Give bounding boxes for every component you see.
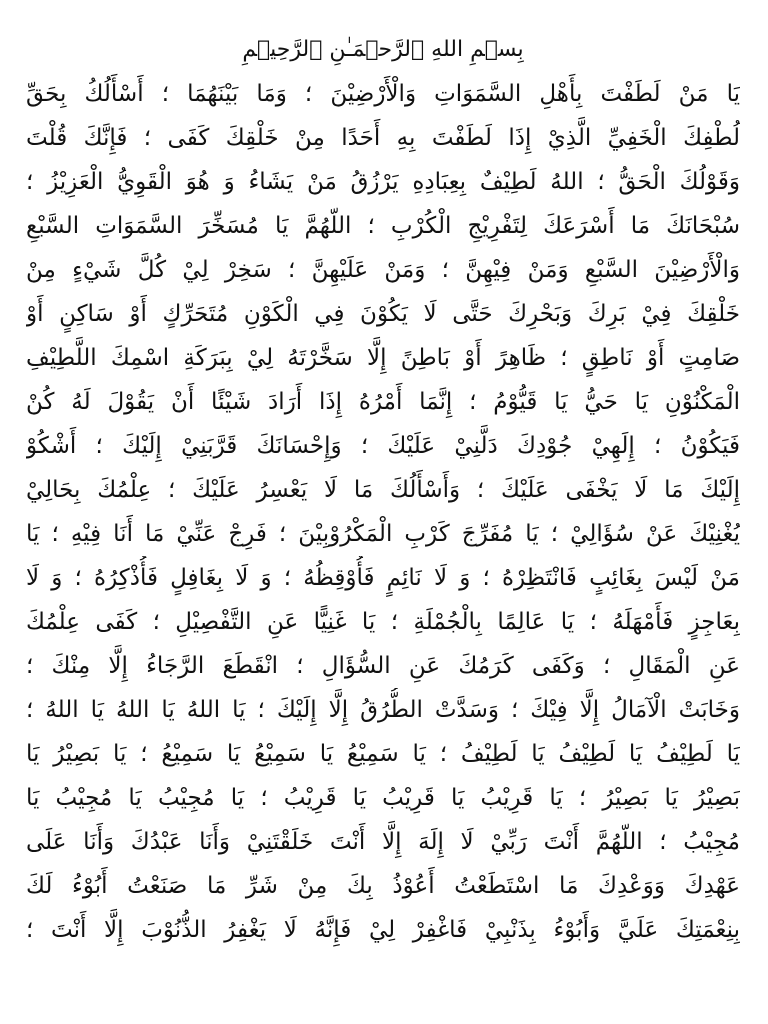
text-line: وَالْأَرْضِيْنَ السَّبْعِ وَمَنْ فِيْهِنَّ ؛ وَمَنْ عَلَيْهِنَّ ؛ سَخِرْ لِيْ كُلَّ شَيْءٍ مِنْ <box>26 257 740 283</box>
text-line: عَنِ الْمَقَالِ ؛ وَكَفَى كَرَمُكَ عَنِ السُّؤَالِ ؛ انْقَطَعَ الرَّجَاءُ إِلَّا مِنْكَ ؛ <box>26 653 740 679</box>
text-line: يُغْنِيْكَ عَنْ سُؤَالِيْ ؛ يَا مُفَرِّجَ كَرْبِ الْمَكْرُوْبِيْنَ ؛ فَرِجْ عَنِّيْ مَا أَنَا فِيْهِ ؛ يَا <box>26 521 740 547</box>
text-line: بِعَاجِزٍ فَأَمْهَلَهُ ؛ يَا عَالِمًا بِالْجُمْلَةِ ؛ يَا غَنِيًّا عَنِ التَّفْصِيْلِ ؛ كَفَى عِلْمُكَ <box>26 609 740 635</box>
text-line: فَيَكُوْنُ ؛ إِلَهِيْ جُوْدِكَ دَلَّنِيْ عَلَيْكَ ؛ وَإِحْسَانَكَ قَرَّبَنِيْ إِلَيْكَ ؛ أَشْكُوْ <box>26 433 740 459</box>
text-line: بِنِعْمَتِكَ عَلَيَّ وَأَبُوْءُ بِذَنْبِيْ فَاغْفِرْ لِيْ فَإِنَّهُ لَا يَغْفِرُ الذُّنُوْبَ إِلَّا أَنْتَ ؛ <box>26 917 740 943</box>
text-line: خَلْقِكَ فِيْ بَرِكَ وَبَحْرِكَ حَتَّى لَا يَكُوْنَ فِي الْكَوْنِ مُتَحَرِّكٍ أَوْ سَاكِنٍ أَوْ <box>26 301 740 327</box>
text-line: بَصِيْرُ يَا بَصِيْرُ ؛ يَا قَرِيْبُ يَا قَرِيْبُ يَا قَرِيْبُ ؛ يَا مُجِيْبُ يَا مُجِيْبُ يَا <box>26 785 740 811</box>
text-line: يَا لَطِيْفُ يَا لَطِيْفُ يَا لَطِيْفُ ؛ يَا سَمِيْعُ يَا سَمِيْعُ يَا سَمِيْعُ ؛ يَا بَصِيْرُ يَا <box>26 741 740 767</box>
text-line: سُبْحَانَكَ مَا أَسْرَعَكَ لِتَفْرِيْجِ الْكُرْبِ ؛ اللّهُمَّ يَا مُسَخِّرَ السَّمَوَاتِ السَّبْعِ <box>26 213 740 239</box>
text-line: وَخَابَتْ الْآمَالُ إِلَّا فِيْكَ ؛ وَسَدَّتْ الطُّرُقُ إِلَّا إِلَيْكَ ؛ يَا اللهُ يَا اللهُ يَا اللهُ ؛ <box>26 697 740 723</box>
text-line: إِلَيْكَ مَا لَا يَخْفَى عَلَيْكَ ؛ وَأَسْأَلُكَ مَا لَا يَعْسِرُ عَلَيْكَ ؛ عِلْمُكَ بِحَالِيْ <box>26 477 740 503</box>
text-line: مُجِيْبُ ؛ اللّهُمَّ أَنْتَ رَبِّيْ لَا إِلَهَ إِلَّا أَنْتَ خَلَقْتَنِيْ وَأَنَا عَبْدُكَ وَأَنَا عَلَى <box>26 829 740 855</box>
text-line: لُطْفِكَ الْخَفِيِّ الَّذِيْ إِذَا لَطَفْتَ بِهِ أَحَدًا مِنْ خَلْقِكَ كَفَى ؛ فَإِنَّكَ قُلْتَ <box>26 125 740 151</box>
basmala-heading: بِسۡمِ اللهِ ٱلرَّحۡمَـٰنِ ٱلرَّحِيۡمِ <box>242 37 524 62</box>
text-line: الْمَكْنُوْنِ يَا حَيُّ يَا قَيُّوْمُ ؛ إِنَّمَا أَمْرُهُ إِذَا أَرَادَ شَيْئًا أَنْ يَقُوْلَ لَهُ كُنْ <box>26 389 740 415</box>
text-line: مَنْ لَيْسَ بِغَائِبٍ فَانْتَظِرْهُ ؛ وَ لَا نَائِمٍ فَأُوْقِظُهُ ؛ وَ لَا بِغَافِلٍ فَأُذْكِرُهُ ؛ وَ لَا <box>26 565 740 591</box>
text-line: يَا مَنْ لَطَفْتَ بِأَهْلِ السَّمَوَاتِ وَالْأَرْضِيْنَ ؛ وَمَا بَيْنَهُمَا ؛ أَسْأَلُكُ بِحَقِّ <box>26 81 740 107</box>
prayer-text <box>26 72 740 952</box>
text-line: وَقَوْلُكَ الْحَقُّ ؛ اللهُ لَطِيْفٌ بِعِبَادِهِ يَرْزُقُ مَنْ يَشَاءُ وَ هُوَ الْقَوِيُّ الْعَزِيْزُ ؛ <box>26 169 740 195</box>
text-line: عَهْدِكَ وَوَعْدِكَ مَا اسْتَطَعْتُ أَعُوْذُ بِكَ مِنْ شَرِّ مَا صَنَعْتُ أَبُوْءُ لَكَ <box>26 873 740 899</box>
text-line: صَامِتٍ أَوْ نَاطِقٍ ؛ ظَاهِرً أَوْ بَاطِنً إِلَّا سَخَّرْتَهُ لِيْ بِبَرَكَةِ اسْمِكَ اللَّطِيْفِ <box>26 345 740 371</box>
